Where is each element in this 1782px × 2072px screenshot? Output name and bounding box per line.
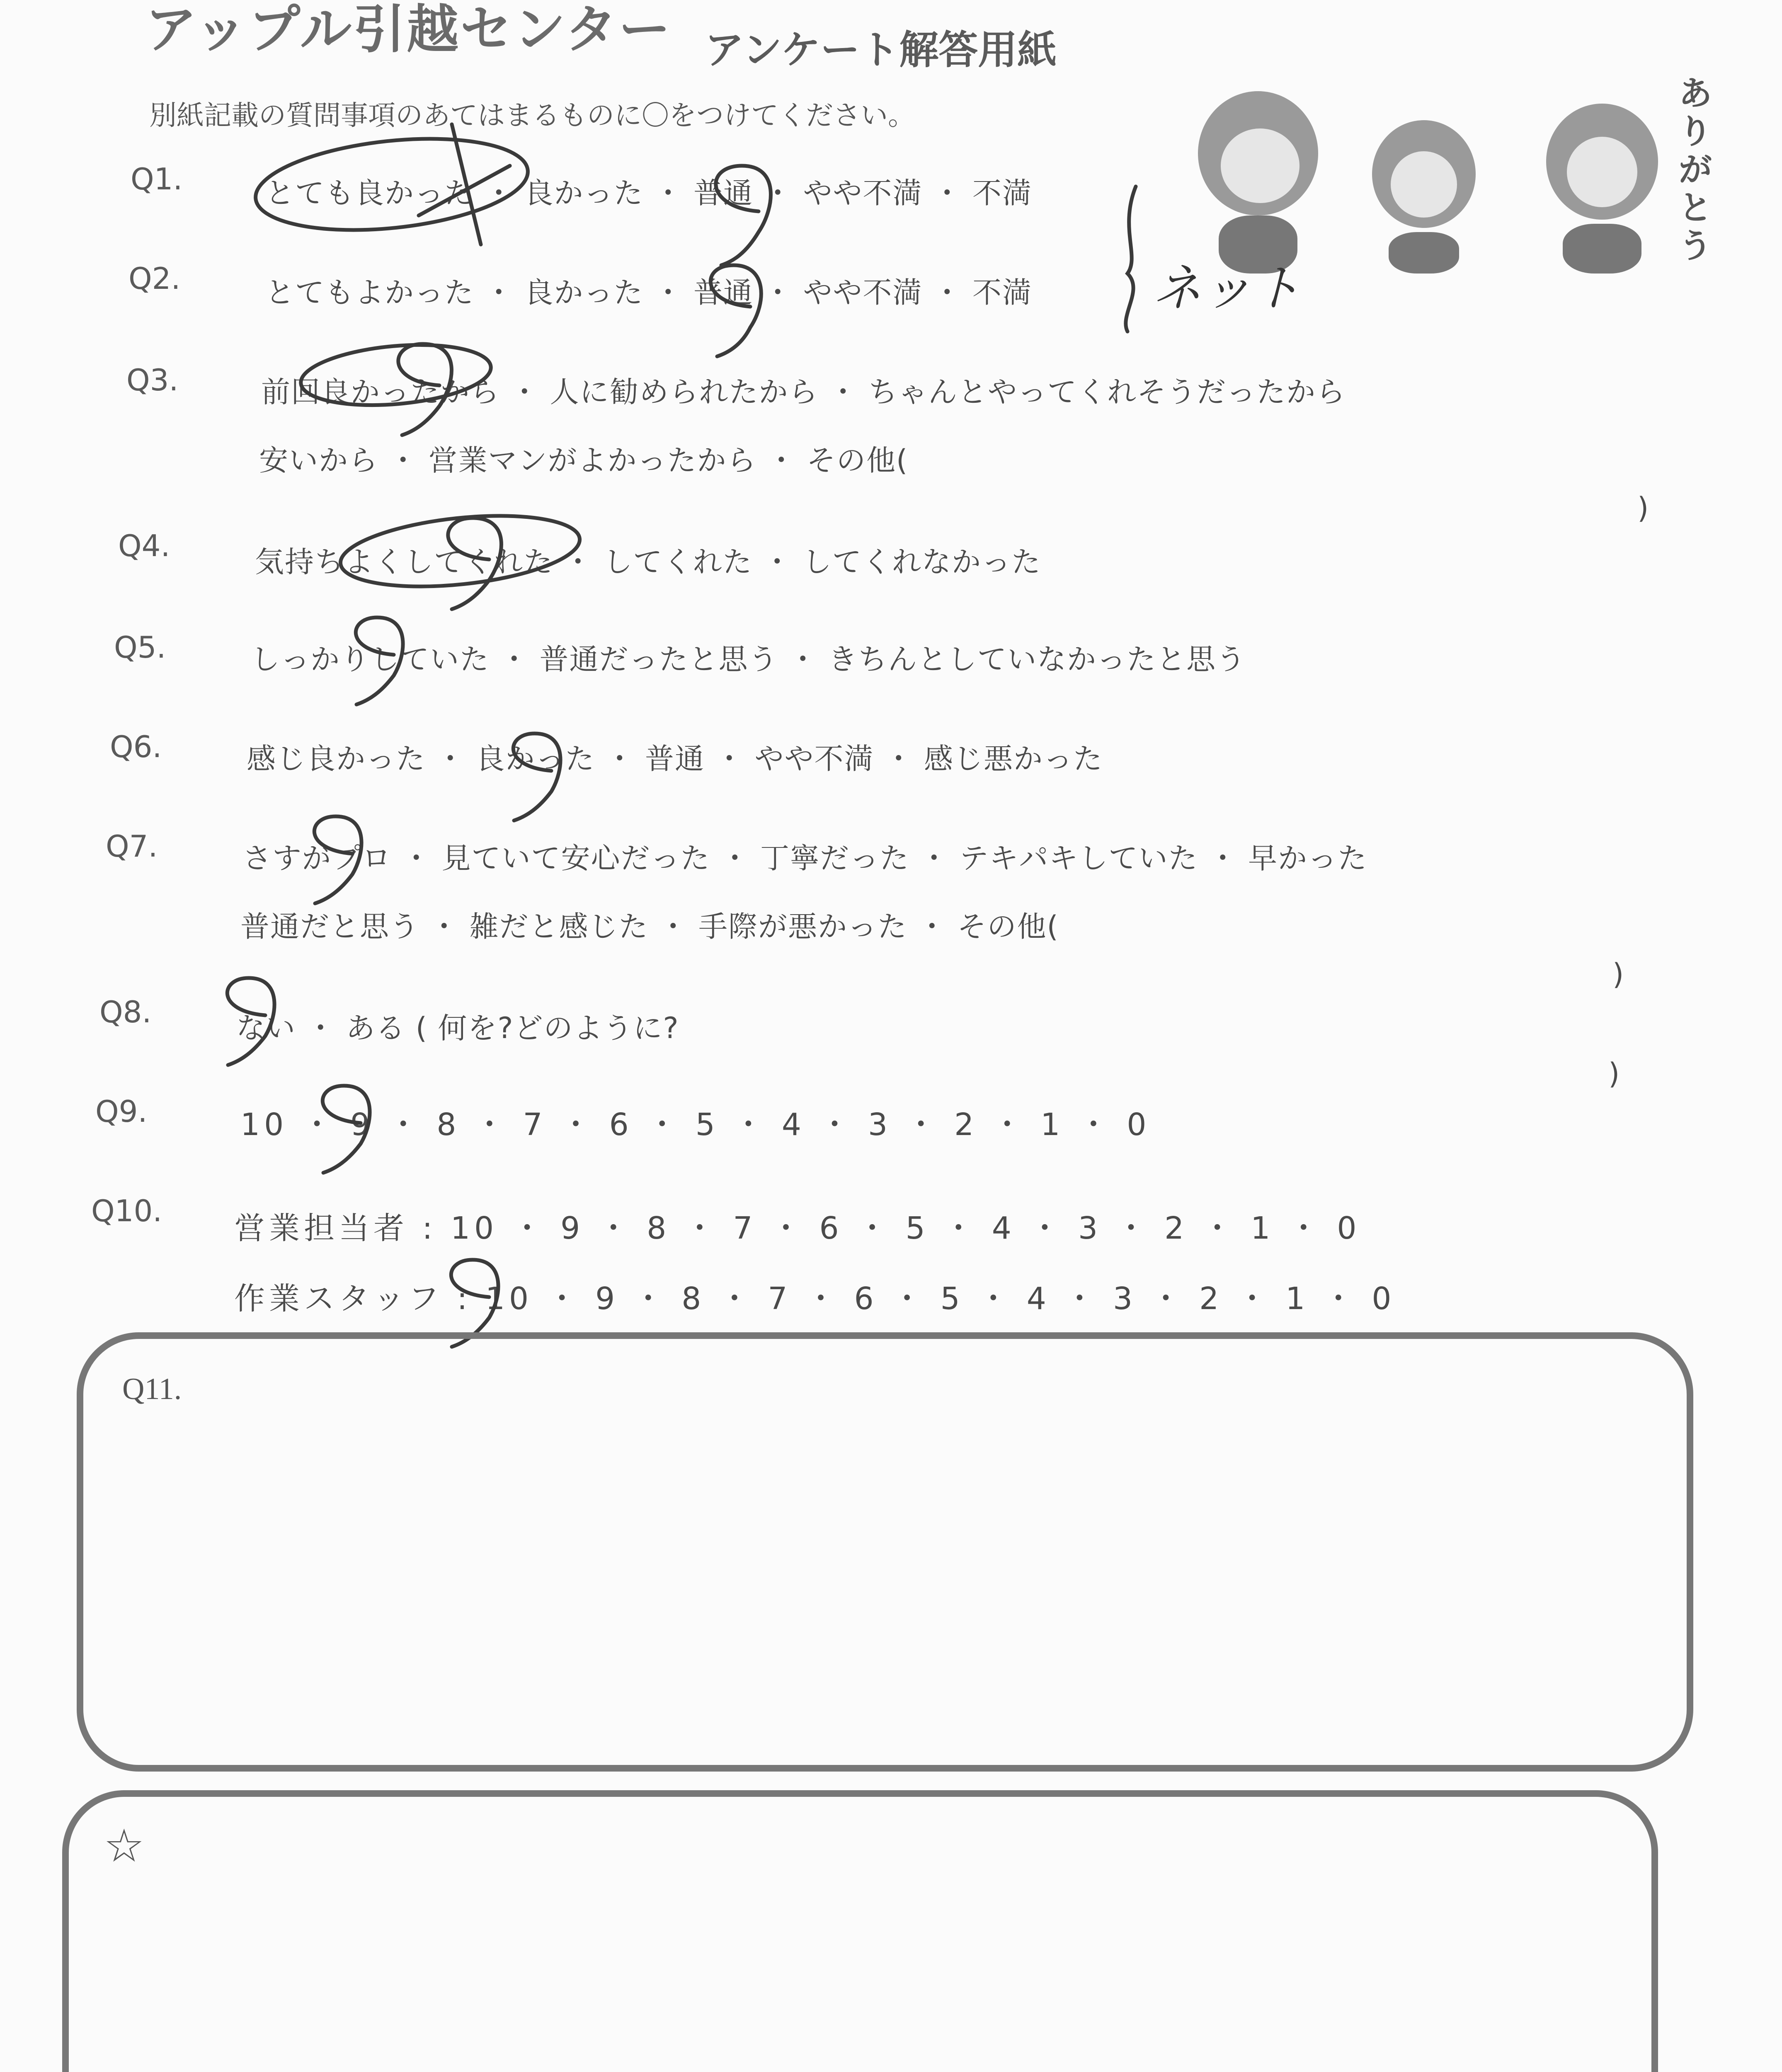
q6-options: 感じ良かった ・ 良かった ・ 普通 ・ やや不満 ・ 感じ悪かった: [247, 742, 1103, 776]
star-icon: ☆: [104, 1819, 145, 1872]
q3-circle-mark: [298, 338, 493, 412]
instruction-text: 別紙記載の質問事項のあてはまるものに〇をつけてください。: [149, 99, 915, 131]
q11-label: Q11.: [122, 1372, 182, 1406]
form-subtitle: アンケート解答用紙: [705, 27, 1057, 73]
q3-close-paren: ): [1637, 491, 1649, 525]
q10-staff-scale: 作業スタッフ : 10 ・ 9 ・ 8 ・ 7 ・ 6 ・ 5 ・ 4 ・ 3 ・ 2 ・ 1 ・ 0: [234, 1281, 1396, 1317]
q3-nine-mark: [398, 344, 452, 435]
q10-sales-scale: 営業担当者 : 10 ・ 9 ・ 8 ・ 7 ・ 6 ・ 5 ・ 4 ・ 3 ・ 2 ・ 1 ・ 0: [234, 1210, 1361, 1246]
q6-label: Q6.: [110, 729, 162, 764]
q8-label: Q8.: [99, 995, 152, 1029]
q7-close-paren: ): [1612, 957, 1624, 991]
q7-label: Q7.: [106, 829, 158, 864]
q7-nine-mark: [314, 816, 361, 903]
q3-options-line1: 前回良かったから ・ 人に勧められたから ・ ちゃんとやってくれそうだったから: [261, 375, 1346, 409]
q10-label: Q10.: [91, 1193, 162, 1228]
q9-label: Q9.: [95, 1094, 148, 1129]
thanks-text: ありがとう: [1679, 74, 1712, 265]
q3-options-line2: 安いから ・ 営業マンがよかったから ・ その他(: [259, 443, 909, 477]
q1-circle-mark: [251, 127, 532, 242]
q4-nine-mark: [448, 518, 502, 609]
q8-close-paren: ): [1608, 1057, 1620, 1091]
q1-label: Q1.: [131, 162, 183, 196]
q7-options-line1: さすがプロ ・ 見ていて安心だった ・ 丁寧だった ・ テキパキしていた ・ 早かった: [242, 841, 1368, 875]
q9-scale: 10 ・ 9 ・ 8 ・ 7 ・ 6 ・ 5 ・ 4 ・ 3 ・ 2 ・ 1 ・ 0: [240, 1107, 1151, 1143]
q1-q2-brace: [1126, 186, 1136, 332]
q4-options: 気持ちよくしてくれた ・ してくれた ・ してくれなかった: [255, 545, 1042, 579]
q1-nine-mark: [716, 166, 771, 265]
q8-options: ない ・ ある ( 何を?どのように?: [236, 1011, 679, 1045]
q8-nine-mark: [227, 978, 274, 1065]
q5-options: しっかりしていた ・ 普通だったと思う ・ きちんとしていなかったと思う: [251, 642, 1246, 676]
q5-label: Q5.: [114, 630, 166, 665]
handwritten-note-net: ネット: [1152, 260, 1302, 317]
q11-comment-box[interactable]: [77, 1332, 1693, 1772]
form-title: アップル引越センター: [145, 0, 672, 60]
q7-options-line2: 普通だと思う ・ 雑だと感じた ・ 手際が悪かった ・ その他(: [240, 910, 1059, 944]
q3-label: Q3.: [126, 363, 179, 397]
q9-nine-mark: [322, 1086, 370, 1173]
q2-label: Q2.: [128, 261, 181, 296]
star-comment-box[interactable]: [62, 1790, 1658, 2072]
q2-options: とてもよかった ・ 良かった ・ 普通 ・ やや不満 ・ 不満: [265, 276, 1033, 310]
q5-nine-mark: [356, 617, 403, 704]
q2-nine-mark: [710, 265, 761, 356]
q1-options: とても良かった ・ 良かった ・ 普通 ・ やや不満 ・ 不満: [265, 176, 1033, 210]
q4-label: Q4.: [118, 528, 170, 563]
q6-nine-mark: [513, 733, 560, 821]
